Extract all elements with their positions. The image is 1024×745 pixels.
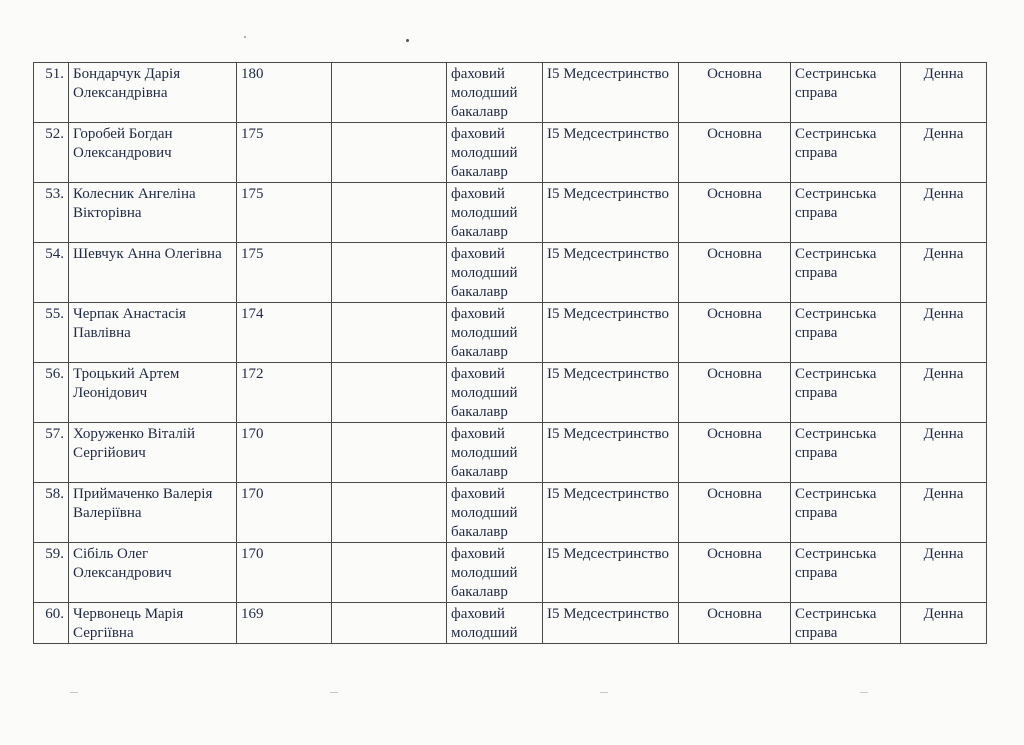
row-number-cell: 52. (34, 123, 69, 183)
table-row (34, 603, 987, 644)
extra-points-cell (332, 423, 447, 483)
student-name-cell: Сібіль Олег Олександрович (69, 543, 237, 603)
table-row (34, 123, 987, 183)
specialty-cell: I5 Медсестринство (543, 543, 679, 603)
program-cell: Сестринська справа (791, 63, 901, 123)
scan-speck (406, 39, 409, 42)
student-name-cell: Червонець Марія Сергіївна (69, 603, 237, 644)
education-level-cell: фаховий молодший бакалавр (447, 243, 543, 303)
score-cell: 175 (237, 243, 332, 303)
funding-basis-cell: Основна (679, 423, 791, 483)
student-name-cell: Троцький Артем Леонідович (69, 363, 237, 423)
score-cell: 170 (237, 483, 332, 543)
scan-artifact (330, 692, 338, 693)
extra-points-cell (332, 123, 447, 183)
table-row (34, 363, 987, 423)
specialty-cell: I5 Медсестринство (543, 303, 679, 363)
specialty-cell: I5 Медсестринство (543, 123, 679, 183)
program-cell: Сестринська справа (791, 543, 901, 603)
student-name-cell: Черпак Анастасія Павлівна (69, 303, 237, 363)
student-name-cell: Колесник Ангеліна Вікторівна (69, 183, 237, 243)
row-number-cell: 55. (34, 303, 69, 363)
study-form-cell: Денна (901, 243, 987, 303)
funding-basis-cell: Основна (679, 603, 791, 644)
score-cell: 170 (237, 543, 332, 603)
row-number-cell: 54. (34, 243, 69, 303)
student-name-cell: Бондарчук Дарія Олександрівна (69, 63, 237, 123)
extra-points-cell (332, 363, 447, 423)
funding-basis-cell: Основна (679, 63, 791, 123)
score-cell: 172 (237, 363, 332, 423)
score-cell: 175 (237, 123, 332, 183)
student-name-cell: Горобей Богдан Олександрович (69, 123, 237, 183)
specialty-cell: I5 Медсестринство (543, 243, 679, 303)
student-name-cell: Шевчук Анна Олегівна (69, 243, 237, 303)
study-form-cell: Денна (901, 303, 987, 363)
funding-basis-cell: Основна (679, 303, 791, 363)
program-cell: Сестринська справа (791, 123, 901, 183)
study-form-cell: Денна (901, 183, 987, 243)
table-body (34, 63, 987, 644)
enrollment-table (33, 62, 987, 644)
education-level-cell: фаховий молодший бакалавр (447, 123, 543, 183)
study-form-cell: Денна (901, 483, 987, 543)
funding-basis-cell: Основна (679, 363, 791, 423)
specialty-cell: I5 Медсестринство (543, 363, 679, 423)
row-number-cell: 57. (34, 423, 69, 483)
score-cell: 175 (237, 183, 332, 243)
study-form-cell: Денна (901, 543, 987, 603)
extra-points-cell (332, 183, 447, 243)
education-level-cell: фаховий молодший бакалавр (447, 483, 543, 543)
education-level-cell: фаховий молодший бакалавр (447, 363, 543, 423)
program-cell: Сестринська справа (791, 183, 901, 243)
score-cell: 170 (237, 423, 332, 483)
score-cell: 174 (237, 303, 332, 363)
specialty-cell: I5 Медсестринство (543, 603, 679, 644)
extra-points-cell (332, 63, 447, 123)
row-number-cell: 53. (34, 183, 69, 243)
scan-artifact (860, 692, 868, 693)
row-number-cell: 51. (34, 63, 69, 123)
funding-basis-cell: Основна (679, 483, 791, 543)
row-number-cell: 60. (34, 603, 69, 644)
study-form-cell: Денна (901, 363, 987, 423)
specialty-cell: I5 Медсестринство (543, 483, 679, 543)
extra-points-cell (332, 243, 447, 303)
row-number-cell: 58. (34, 483, 69, 543)
extra-points-cell (332, 303, 447, 363)
education-level-cell: фаховий молодший бакалавр (447, 63, 543, 123)
education-level-cell: фаховий молодший бакалавр (447, 303, 543, 363)
funding-basis-cell: Основна (679, 183, 791, 243)
education-level-cell: фаховий молодший бакалавр (447, 543, 543, 603)
score-cell: 180 (237, 63, 332, 123)
table-row (34, 63, 987, 123)
extra-points-cell (332, 483, 447, 543)
extra-points-cell (332, 603, 447, 644)
program-cell: Сестринська справа (791, 603, 901, 644)
student-name-cell: Приймаченко Валерія Валеріївна (69, 483, 237, 543)
table-row (34, 543, 987, 603)
table-row (34, 303, 987, 363)
funding-basis-cell: Основна (679, 543, 791, 603)
education-level-cell: фаховий молодший (447, 603, 543, 644)
funding-basis-cell: Основна (679, 243, 791, 303)
scan-artifact (600, 692, 608, 693)
program-cell: Сестринська справа (791, 243, 901, 303)
scan-speck (244, 36, 246, 38)
table-row (34, 423, 987, 483)
specialty-cell: I5 Медсестринство (543, 183, 679, 243)
specialty-cell: I5 Медсестринство (543, 423, 679, 483)
row-number-cell: 56. (34, 363, 69, 423)
scan-artifact (70, 692, 78, 693)
program-cell: Сестринська справа (791, 363, 901, 423)
program-cell: Сестринська справа (791, 423, 901, 483)
table-row (34, 243, 987, 303)
education-level-cell: фаховий молодший бакалавр (447, 423, 543, 483)
study-form-cell: Денна (901, 123, 987, 183)
score-cell: 169 (237, 603, 332, 644)
funding-basis-cell: Основна (679, 123, 791, 183)
education-level-cell: фаховий молодший бакалавр (447, 183, 543, 243)
student-name-cell: Хоруженко Віталій Сергійович (69, 423, 237, 483)
study-form-cell: Денна (901, 63, 987, 123)
program-cell: Сестринська справа (791, 303, 901, 363)
specialty-cell: I5 Медсестринство (543, 63, 679, 123)
study-form-cell: Денна (901, 423, 987, 483)
table-row (34, 483, 987, 543)
table-row (34, 183, 987, 243)
program-cell: Сестринська справа (791, 483, 901, 543)
extra-points-cell (332, 543, 447, 603)
study-form-cell: Денна (901, 603, 987, 644)
row-number-cell: 59. (34, 543, 69, 603)
